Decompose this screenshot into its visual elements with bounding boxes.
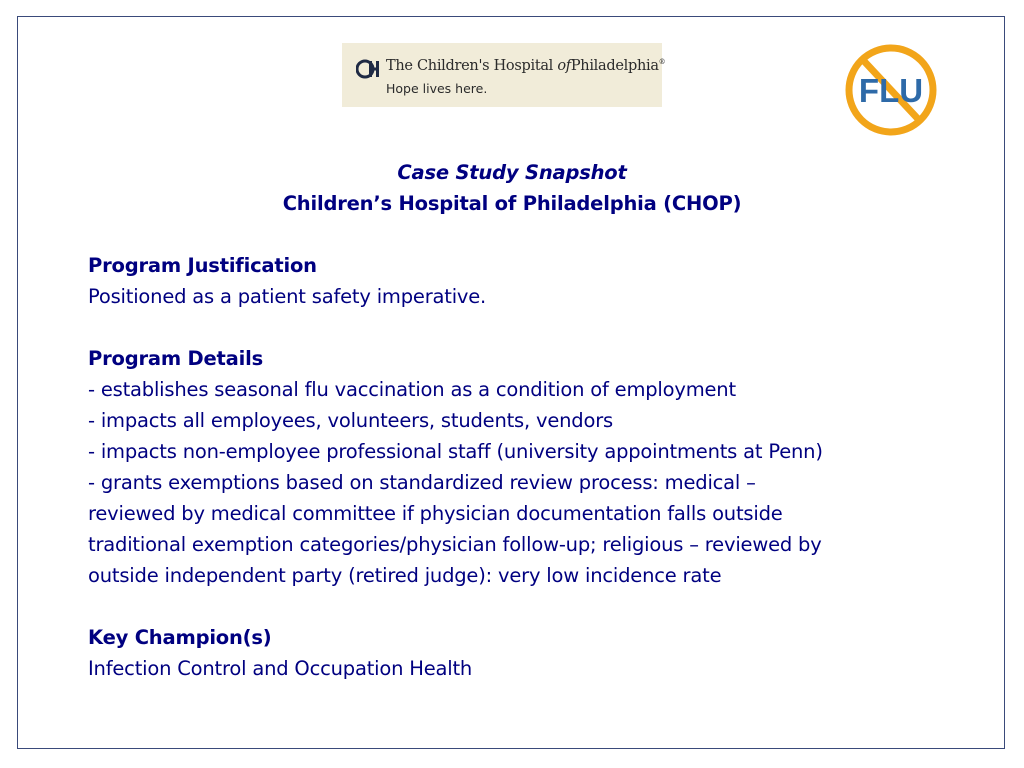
chop-name-of: of — [557, 58, 571, 74]
slide-content — [88, 157, 968, 684]
champions-text: Infection Control and Occupation Health — [88, 657, 473, 680]
details-line: reviewed by medical committee if physician documentation falls outside — [88, 502, 783, 525]
details-line: - grants exemptions based on standardized review process: medical – — [88, 471, 756, 494]
details-line: - establishes seasonal flu vaccination as a condition of employment — [88, 378, 736, 401]
case-study-subtitle: Case Study Snapshot — [397, 161, 627, 184]
details-line: outside independent party (retired judge): very low incidence rate — [88, 564, 722, 587]
chop-logo — [342, 43, 666, 107]
trademark-mark: ® — [658, 58, 666, 67]
details-heading: Program Details — [88, 347, 264, 370]
no-flu-icon — [843, 42, 939, 138]
champions-heading: Key Champion(s) — [88, 626, 272, 649]
chop-tagline: Hope lives here. — [386, 81, 488, 96]
chop-name-end: Philadelphia — [570, 58, 659, 74]
justification-text: Positioned as a patient safety imperative. — [88, 285, 487, 308]
chop-logo-name — [386, 58, 665, 74]
justification-heading: Program Justification — [88, 254, 317, 277]
details-line: - impacts non-employee professional staff (university appointments at Penn) — [88, 440, 823, 463]
case-study-title: Children’s Hospital of Philadelphia (CHOP) — [282, 192, 742, 215]
chop-logo-icon — [356, 59, 380, 79]
details-line: traditional exemption categories/physician follow-up; religious – reviewed by — [88, 533, 822, 556]
details-line: - impacts all employees, volunteers, students, vendors — [88, 409, 613, 432]
chop-name-start: The Children's Hospital — [386, 58, 554, 74]
flu-badge-text: FLU — [858, 72, 924, 109]
